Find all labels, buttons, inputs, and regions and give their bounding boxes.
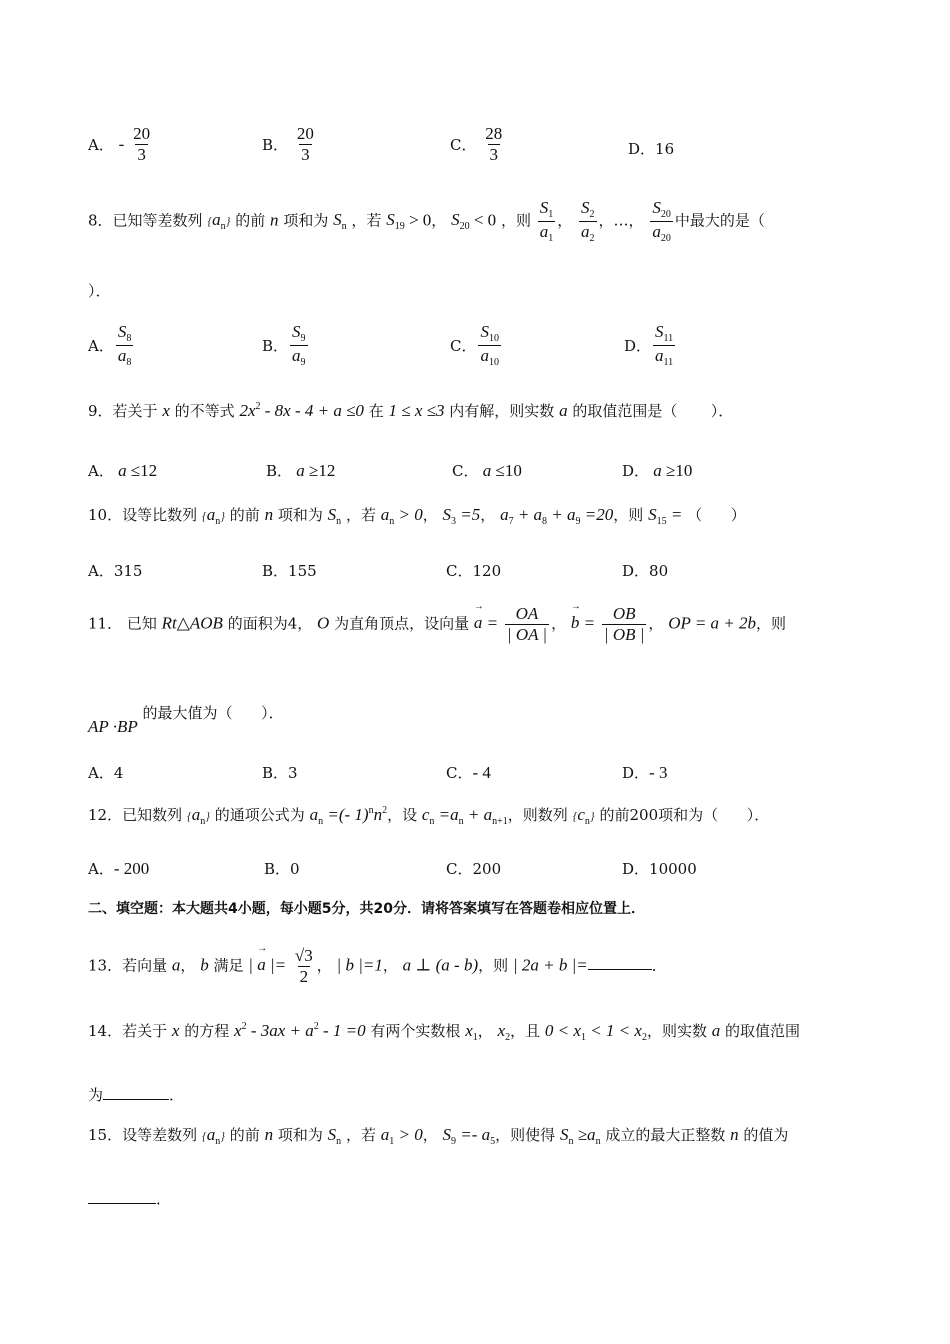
answer-blank[interactable] [88, 1203, 156, 1204]
q9-option-b: B． a ≥12 [266, 461, 336, 480]
q7-option-a: A． - $\frac{20}{3}$ [88, 124, 151, 164]
question-8-cont: ）． [88, 282, 111, 300]
q12-option-a: A．- 200 [88, 859, 150, 878]
question-9: 9．若关于 x 的不等式 $2x^2 - 8x - 4 + a \le 0$ 在 1 ≤ x ≤3 内有解，则实数 a 的取值范围是（ ）． [88, 401, 734, 420]
fraction: $\frac{20}{3}$ [133, 124, 151, 164]
question-12: 12．已知数列 $\{a_n\}$ 的通项公式为 $a_n$ =(- $1)^nn^2$，设 $c_n =a_n + a_{n+1}$，则数列 $\{c_n\}$ 的前200项和为（ ）． [88, 805, 770, 827]
fraction: $\frac{S_1}{a_1}$ [539, 198, 554, 244]
q9-option-c: C． a ≤10 [452, 461, 522, 480]
fraction: $\frac{20}{3}$ [296, 124, 314, 164]
q11-option-a: A．4 [88, 764, 124, 782]
fraction: $\frac{S_2}{a_2}$ [581, 198, 595, 244]
q10-option-c: C．120 [446, 562, 502, 580]
q9-option-a: A． a ≤12 [88, 461, 158, 480]
q7-option-b: B． $\frac{20}{3}$ [262, 124, 314, 164]
q8-options [88, 322, 890, 372]
question-11: 11． 已知 Rt△AOB 的面积为4， O 为直角顶点，设向量 → a = $\frac{OA}{| OA |}$ ， → b = $\frac{OB}{| OB |}$ ， OP = a + 2b，则 [88, 604, 890, 645]
question-15-cont: ． [88, 1188, 890, 1209]
q12-option-d: D．10000 [622, 860, 697, 878]
q7-option-d: D．16 [628, 140, 675, 158]
question-10: 10．设等比数列 $\{a_n\}$ 的前 n 项和为 $S_n$ ，若 $a_n > 0$， $S_3 =5$， $a_7 + a_8 + a_9 =20$，则 $S_{15}$ = （ ） [88, 505, 746, 527]
question-14-cont: 为 ． [88, 1086, 185, 1104]
q10-option-b: B．155 [262, 562, 317, 580]
q8-option-b: B． $\frac{S_9}{a_9}$ [262, 322, 306, 368]
q10-option-d: D．80 [622, 562, 669, 580]
seq-an: $\{a_n\}$ [207, 210, 231, 233]
q7-option-c: C． $\frac{28}{3}$ [450, 124, 503, 164]
question-15: 15．设等差数列 $\{a_n\}$ 的前 n 项和为 $S_n$ ，若 $a_1 > 0$， $S_9 =- a_5$，则使得 $S_n \ge a_n$ 成立的最大正整数 n 的值为 [88, 1125, 789, 1147]
question-14: 14．若关于 x 的方程 $x^2 - 3ax + a^2 - 1 =0$ 有两个实数根 $x_1$， $x_2$，且 $0 < x_1 < 1 < x_2$，则实数 a 的取值范围 [88, 1021, 801, 1043]
fraction: $\frac{S_{20}}{a_{20}}$ [652, 198, 671, 244]
q11-option-c: C．- 4 [446, 763, 491, 782]
answer-blank[interactable] [588, 969, 652, 970]
q7-options [88, 124, 890, 174]
section-heading: 二、填空题：本大题共4小题，每小题5分，共20分．请将答案填写在答题卷相应位置上． [88, 901, 645, 917]
answer-blank[interactable] [103, 1099, 169, 1100]
q10-option-a: A．315 [88, 562, 143, 580]
question-11-cont: AP ·BP 的最大值为（ ）． [88, 704, 284, 736]
q8-option-a: A． $\frac{S_8}{a_8}$ [88, 322, 132, 368]
q8-option-c: C． $\frac{S_{10}}{a_{10}}$ [450, 322, 499, 368]
question-8: 8．已知等差数列 $\{a_n\}$ 的前 n 项和为 $S_n$ ，若 $S_{19} > 0$， $S_{20} < 0$ ，则 $\frac{S_1}{a_1}$ ， $\frac{S_2}{a_2}$ ，…， $\frac{S_{20}}{a_{20}}$ 中最大的是（ [88, 198, 765, 244]
question-13: 13．若向量 a， b 满足 | → a |= $\frac{√3}{2}$ ， | b |=1， a ⊥ (a - b)，则 | 2a + b |= ． [88, 946, 890, 987]
fraction: $\frac{28}{3}$ [485, 124, 503, 164]
q8-option-d: D． $\frac{S_{11}}{a_{11}}$ [624, 322, 674, 368]
q11-option-b: B．3 [262, 764, 298, 782]
q12-option-c: C．200 [446, 860, 502, 878]
q9-option-d: D． a ≥10 [622, 461, 693, 480]
q11-option-d: D．- 3 [622, 763, 668, 782]
q12-option-b: B．0 [264, 860, 300, 878]
